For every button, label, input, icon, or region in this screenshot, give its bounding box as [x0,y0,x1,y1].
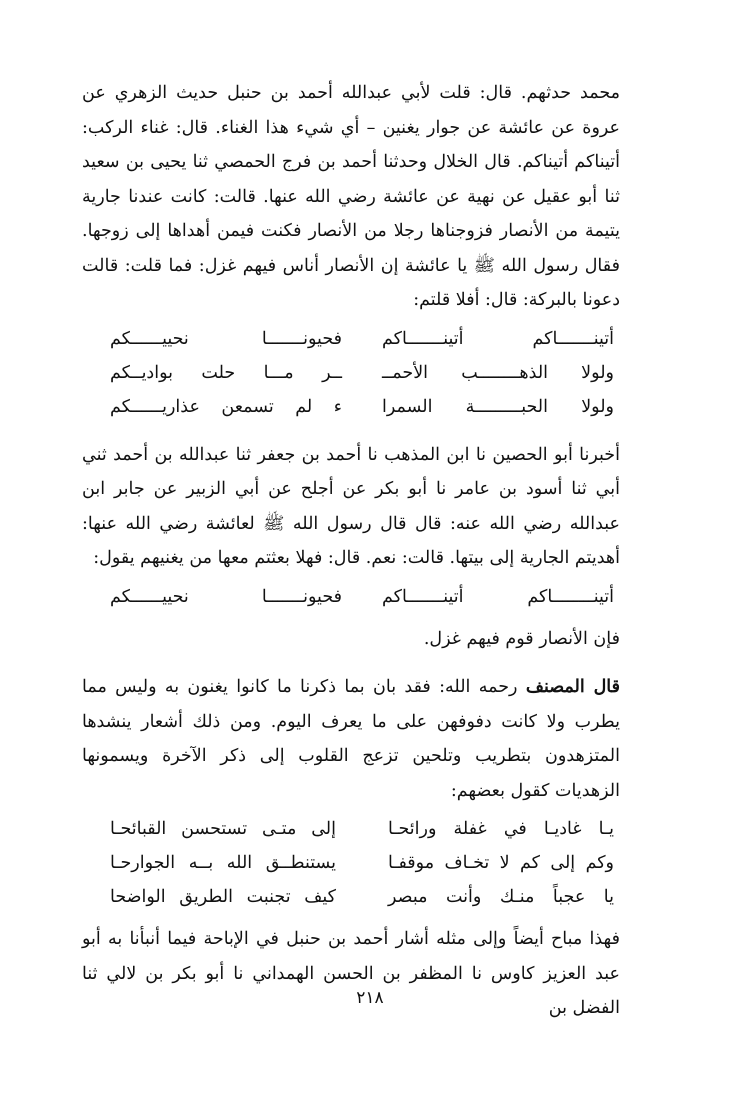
verse-first-hemistich: يا عجباً منـك وأنت مبصر [388,887,614,907]
verse-second-hemistich: ء لم تسمعن عذاريــــــكم [110,396,342,417]
poem-1 [82,322,620,424]
verse-second-hemistich: فحيونـــــــا نحييــــــكم [110,586,342,607]
paragraph-4-text: رحمه الله: فقد بان بما ذكرنا ما كانوا يغنون به وليس مما يطرب ولا كانت دفوفهن على ما يعرف اليوم. ومن ذلك أشعار ينشدها المتزهدون بتطريب وتلحين تزعج القلوب إلى ذكر الآخرة ويسمونها الزهديات كقول بعضهم: [82,677,620,801]
poem-2 [82,580,620,614]
verse-first-hemistich: وكم إلى كم لا تخـاف موقفـا [388,853,614,873]
page-body [82,76,620,1026]
paragraph-5: فهذا مباح أيضاً وإلى مثله أشار أحمد بن حنبل في الإباحة فيما أنبأنا به أبو عبد العزيز كاوس نا المظفر بن الحسن الهمداني نا أبو بكر بن لالي ثنا الفضل بن [82,929,620,1018]
verse-line [82,580,614,614]
verse-line [82,356,614,390]
verse-line [82,846,614,880]
verse-first-hemistich: ولولا الذهــــــــب الأحمــ [382,362,614,383]
verse-line [82,390,614,424]
verse-first-hemistich: يـا غاديـا في غفلة ورائحـا [388,819,614,839]
paragraph-1: محمد حدثهم. قال: قلت لأبي عبدالله أحمد بن حنبل حديث الزهري عن عروة عن عائشة عن جوار يغنين – أي شيء هذا الغناء. قال: غناء الركب: أتيناكم أتيناكم. قال الخلال وحدثنا أحمد بن فرج الحمصي ثنا يحيى بن سعيد ثنا أبو عقيل عن نهية عن عائشة رضي الله عنها. قالت: كانت عندنا جارية يتيمة من الأنصار فزوجناها رجلا من الأنصار فكنت فيمن أهداها إلى زوجها. فقال رسول الله ﷺ يا عائشة إن الأنصار أناس فيهم غزل: فما قلت: قالت دعونا بالبركة: قال: أفلا قلتم: [82,83,620,310]
verse-second-hemistich: فحيونـــــــا نحييــــــكم [110,328,342,349]
verse-line [82,880,614,914]
verse-second-hemistich: يستنطــق الله بــه الجوارحـا [110,853,336,873]
verse-first-hemistich: أتينـــــــاكم أتينـــــــاكم [382,328,614,349]
poem-3 [82,812,620,914]
paragraph-3: فإن الأنصار قوم فيهم غزل. [423,628,620,649]
verse-second-hemistich: كيف تجنبت الطريق الواضحا [110,887,336,907]
paragraph-2: أخبرنا أبو الحصين نا ابن المذهب نا أحمد بن جعفر ثنا عبدالله بن أحمد ثني أبي ثنا أسود بن عامر نا أبو بكر عن أجلح عن أبي الزبير عن جابر ابن عبدالله رضي الله عنه: قال قال رسول الله ﷺ لعائشة رضي الله عنها: أهديتم الجارية إلى بيتها. قالت: نعم. قال: فهلا بعثتم معها من يغنيهم يقول: [82,444,620,568]
verse-first-hemistich: ولولا الحبـــــــــة السمرا [382,396,614,417]
page-number: ٢١٨ [356,988,384,1008]
verse-line [82,812,614,846]
verse-second-hemistich: إلى متـى تستحسن القبائحـا [110,819,336,839]
verse-line [82,322,614,356]
paragraph-4 [82,670,620,808]
author-label: قال المصنف [525,677,620,697]
verse-second-hemistich: ــر مـــا حلت بواديــكم [110,362,342,383]
verse-first-hemistich: أتينــــــــاكم أتينـــــــاكم [382,586,614,607]
